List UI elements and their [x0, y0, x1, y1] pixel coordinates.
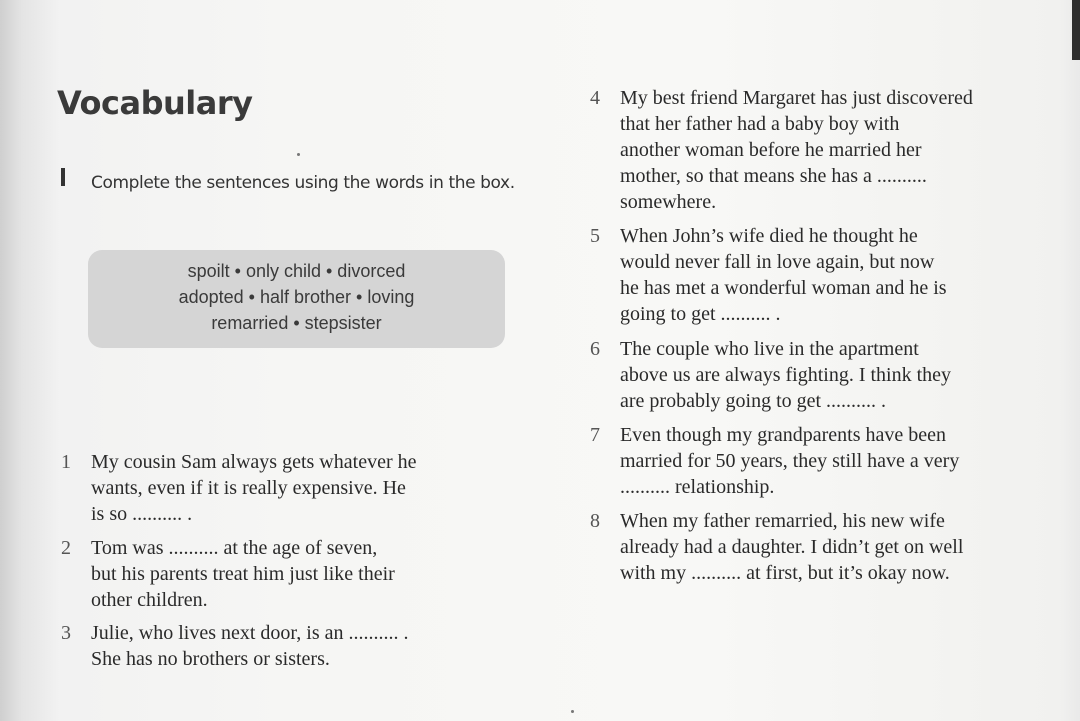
question-number: 3 — [61, 622, 71, 644]
question-text: When my father remarried, his new wife already had a daughter. I didn’t get on well with my .......... at first, but it’s okay now. — [620, 510, 964, 584]
word-box-line: remarried • stepsister — [211, 313, 382, 333]
question-3 — [61, 620, 541, 672]
question-number: 1 — [61, 451, 71, 473]
question-number: 5 — [590, 225, 600, 247]
word-box-line: adopted • half brother • loving — [178, 287, 415, 307]
question-text: Julie, who lives next door, is an .......... . She has no brothers or sisters. — [91, 622, 409, 670]
question-8 — [590, 508, 1075, 586]
question-7 — [590, 422, 1075, 500]
question-2 — [61, 535, 541, 613]
question-6 — [590, 336, 1075, 414]
question-number: 8 — [590, 510, 600, 532]
question-text: When John’s wife died he thought he would never fall in love again, but now he has met a wonderful woman and he is going to get .......... . — [620, 225, 947, 325]
print-speck — [297, 153, 300, 156]
word-box — [88, 250, 505, 348]
print-speck — [571, 710, 574, 713]
question-text: Tom was .......... at the age of seven, but his parents treat him just like their other children. — [91, 537, 395, 611]
question-number: 6 — [590, 338, 600, 360]
word-box-line: spoilt • only child • divorced — [187, 261, 406, 281]
question-4 — [590, 85, 1075, 215]
question-number: 7 — [590, 424, 600, 446]
question-text: The couple who live in the apartment above us are always fighting. I think they are probably going to get .......... . — [620, 338, 952, 412]
question-text: My best friend Margaret has just discovered that her father had a baby boy with another woman before he married her mother, so that means she has a .......... somewhere. — [620, 87, 973, 213]
section-title: Vocabulary — [57, 84, 253, 122]
question-text: My cousin Sam always gets whatever he wants, even if it is really expensive. He is so .......... . — [91, 451, 417, 525]
question-text: Even though my grandparents have been married for 50 years, they still have a very .......... relationship. — [620, 424, 960, 498]
question-number: 4 — [590, 87, 600, 109]
question-5 — [590, 223, 1075, 327]
question-number: 2 — [61, 537, 71, 559]
exercise-number-mark — [61, 168, 65, 186]
exercise-instruction: Complete the sentences using the words in the box. — [91, 173, 515, 193]
page-edge-tab — [1072, 0, 1080, 60]
question-1 — [61, 449, 541, 527]
